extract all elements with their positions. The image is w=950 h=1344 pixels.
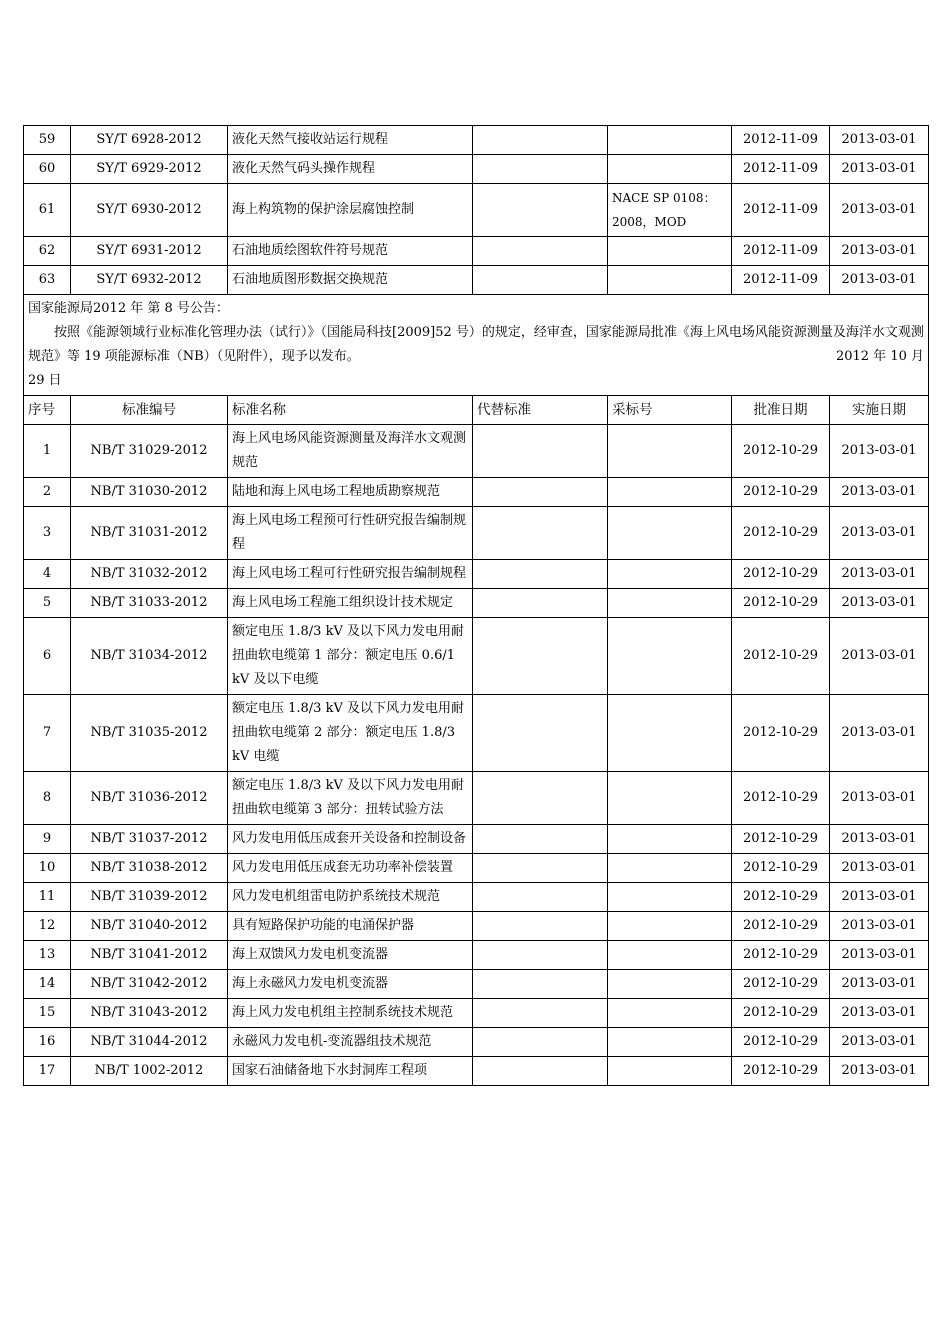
standard-name: 石油地质图形数据交换规范 [228, 266, 473, 295]
table-row [24, 695, 929, 772]
replaced-standard [473, 155, 608, 184]
standards-table [23, 125, 929, 1086]
adopted-standard [608, 772, 732, 825]
row-number: 17 [24, 1057, 71, 1086]
standard-name: 海上永磁风力发电机变流器 [228, 970, 473, 999]
effective-date: 2013-03-01 [830, 507, 929, 560]
replaced-standard [473, 126, 608, 155]
replaced-standard [473, 1028, 608, 1057]
approval-date: 2012-10-29 [732, 1028, 830, 1057]
replaced-standard [473, 184, 608, 237]
approval-date: 2012-11-09 [732, 266, 830, 295]
standard-name: 永磁风力发电机-变流器组技术规范 [228, 1028, 473, 1057]
standard-name: 风力发电机组雷电防护系统技术规范 [228, 883, 473, 912]
adopted-standard [608, 999, 732, 1028]
standard-name: 石油地质绘图软件符号规范 [228, 237, 473, 266]
table-row [24, 560, 929, 589]
adopted-standard: NACE SP 0108：2008，MOD [608, 184, 732, 237]
standard-code: NB/T 31043-2012 [71, 999, 228, 1028]
adopted-standard [608, 1028, 732, 1057]
effective-date: 2013-03-01 [830, 560, 929, 589]
row-number: 60 [24, 155, 71, 184]
table-row [24, 825, 929, 854]
adopted-standard [608, 237, 732, 266]
replaced-standard [473, 912, 608, 941]
header-no: 序号 [24, 396, 71, 425]
effective-date: 2013-03-01 [830, 589, 929, 618]
table-row [24, 184, 929, 237]
approval-date: 2012-10-29 [732, 560, 830, 589]
approval-date: 2012-10-29 [732, 507, 830, 560]
row-number: 1 [24, 425, 71, 478]
effective-date: 2013-03-01 [830, 184, 929, 237]
adopted-standard [608, 618, 732, 695]
table-row [24, 507, 929, 560]
standard-name: 具有短路保护功能的电涌保护器 [228, 912, 473, 941]
standard-name: 液化天然气接收站运行规程 [228, 126, 473, 155]
approval-date: 2012-10-29 [732, 825, 830, 854]
adopted-standard [608, 507, 732, 560]
standard-code: NB/T 31038-2012 [71, 854, 228, 883]
standard-code: NB/T 31039-2012 [71, 883, 228, 912]
approval-date: 2012-10-29 [732, 854, 830, 883]
replaced-standard [473, 825, 608, 854]
approval-date: 2012-11-09 [732, 126, 830, 155]
table-row [24, 854, 929, 883]
replaced-standard [473, 618, 608, 695]
effective-date: 2013-03-01 [830, 970, 929, 999]
adopted-standard [608, 970, 732, 999]
approval-date: 2012-10-29 [732, 941, 830, 970]
standard-name: 陆地和海上风电场工程地质勘察规范 [228, 478, 473, 507]
row-number: 9 [24, 825, 71, 854]
notice-body: 按照《能源领域行业标准化管理办法（试行）》（国能局科技[2009]52 号）的规定，经审查，国家能源局批准《海上风电场风能资源测量及海洋水文观测规范》等 19 项能源标准（NB）（见附件），现予以发布。 [28, 325, 924, 364]
table-row [24, 618, 929, 695]
standard-name: 额定电压 1.8/3 kV 及以下风力发电用耐扭曲软电缆第 3 部分：扭转试验方法 [228, 772, 473, 825]
row-number: 4 [24, 560, 71, 589]
table-row [24, 425, 929, 478]
standard-code: SY/T 6928-2012 [71, 126, 228, 155]
row-number: 61 [24, 184, 71, 237]
replaced-standard [473, 507, 608, 560]
standard-name: 风力发电用低压成套开关设备和控制设备 [228, 825, 473, 854]
adopted-standard [608, 560, 732, 589]
standard-name: 海上风力发电机组主控制系统技术规范 [228, 999, 473, 1028]
replaced-standard [473, 237, 608, 266]
adopted-standard [608, 695, 732, 772]
row-number: 7 [24, 695, 71, 772]
standard-name: 海上风电场工程施工组织设计技术规定 [228, 589, 473, 618]
row-number: 13 [24, 941, 71, 970]
effective-date: 2013-03-01 [830, 695, 929, 772]
standard-code: NB/T 31040-2012 [71, 912, 228, 941]
standard-name: 海上风电场风能资源测量及海洋水文观测规范 [228, 425, 473, 478]
standard-name: 液化天然气码头操作规程 [228, 155, 473, 184]
table-row [24, 999, 929, 1028]
effective-date: 2013-03-01 [830, 155, 929, 184]
replaced-standard [473, 772, 608, 825]
approval-date: 2012-10-29 [732, 970, 830, 999]
standard-code: SY/T 6931-2012 [71, 237, 228, 266]
table-row [24, 266, 929, 295]
row-number: 63 [24, 266, 71, 295]
table-row [24, 1028, 929, 1057]
approval-date: 2012-10-29 [732, 618, 830, 695]
standard-code: NB/T 31033-2012 [71, 589, 228, 618]
replaced-standard [473, 478, 608, 507]
effective-date: 2013-03-01 [830, 1028, 929, 1057]
effective-date: 2013-03-01 [830, 1057, 929, 1086]
standard-code: NB/T 1002-2012 [71, 1057, 228, 1086]
replaced-standard [473, 589, 608, 618]
table-row [24, 237, 929, 266]
standard-code: NB/T 31042-2012 [71, 970, 228, 999]
adopted-standard [608, 126, 732, 155]
table-row [24, 478, 929, 507]
replaced-standard [473, 883, 608, 912]
approval-date: 2012-11-09 [732, 184, 830, 237]
standard-name: 海上风电场工程可行性研究报告编制规程 [228, 560, 473, 589]
standard-code: SY/T 6929-2012 [71, 155, 228, 184]
adopted-standard [608, 1057, 732, 1086]
row-number: 3 [24, 507, 71, 560]
row-number: 11 [24, 883, 71, 912]
replaced-standard [473, 266, 608, 295]
approval-date: 2012-10-29 [732, 999, 830, 1028]
row-number: 14 [24, 970, 71, 999]
adopted-standard [608, 589, 732, 618]
adopted-standard [608, 155, 732, 184]
notice-row [24, 295, 929, 396]
adopted-standard [608, 478, 732, 507]
adopted-standard [608, 425, 732, 478]
effective-date: 2013-03-01 [830, 941, 929, 970]
effective-date: 2013-03-01 [830, 126, 929, 155]
standard-code: NB/T 31041-2012 [71, 941, 228, 970]
row-number: 10 [24, 854, 71, 883]
standard-code: NB/T 31044-2012 [71, 1028, 228, 1057]
effective-date: 2013-03-01 [830, 883, 929, 912]
replaced-standard [473, 941, 608, 970]
standard-name: 风力发电用低压成套无功功率补偿装置 [228, 854, 473, 883]
replaced-standard [473, 425, 608, 478]
replaced-standard [473, 854, 608, 883]
adopted-standard [608, 825, 732, 854]
adopted-standard [608, 854, 732, 883]
main-rows [24, 425, 929, 1086]
standard-code: NB/T 31037-2012 [71, 825, 228, 854]
table-row [24, 155, 929, 184]
header-replace: 代替标准 [473, 396, 608, 425]
standard-code: NB/T 31032-2012 [71, 560, 228, 589]
table-row [24, 772, 929, 825]
adopted-standard [608, 912, 732, 941]
replaced-standard [473, 695, 608, 772]
notice-date-part2: 29 日 [28, 373, 62, 388]
adopted-standard [608, 883, 732, 912]
row-number: 5 [24, 589, 71, 618]
replaced-standard [473, 560, 608, 589]
standard-name: 海上风电场工程预可行性研究报告编制规程 [228, 507, 473, 560]
effective-date: 2013-03-01 [830, 237, 929, 266]
header-row [24, 396, 929, 425]
approval-date: 2012-10-29 [732, 589, 830, 618]
row-number: 6 [24, 618, 71, 695]
effective-date: 2013-03-01 [830, 772, 929, 825]
effective-date: 2013-03-01 [830, 266, 929, 295]
table-row [24, 912, 929, 941]
approval-date: 2012-10-29 [732, 425, 830, 478]
notice-title: 国家能源局2012 年 第 8 号公告： [28, 301, 229, 316]
effective-date: 2013-03-01 [830, 825, 929, 854]
table-row [24, 883, 929, 912]
standard-name: 海上构筑物的保护涂层腐蚀控制 [228, 184, 473, 237]
approval-date: 2012-10-29 [732, 772, 830, 825]
row-number: 2 [24, 478, 71, 507]
header-code: 标准编号 [71, 396, 228, 425]
adopted-standard [608, 266, 732, 295]
header-name: 标准名称 [228, 396, 473, 425]
table-row [24, 589, 929, 618]
notice-paragraph [28, 321, 924, 369]
approval-date: 2012-11-09 [732, 155, 830, 184]
header-approve: 批准日期 [732, 396, 830, 425]
notice-date-part1: 2012 年 10 月 [835, 349, 924, 364]
row-number: 12 [24, 912, 71, 941]
replaced-standard [473, 999, 608, 1028]
effective-date: 2013-03-01 [830, 425, 929, 478]
effective-date: 2013-03-01 [830, 478, 929, 507]
top-rows [24, 126, 929, 295]
standard-name: 国家石油储备地下水封洞库工程项 [228, 1057, 473, 1086]
effective-date: 2013-03-01 [830, 618, 929, 695]
row-number: 15 [24, 999, 71, 1028]
adopted-standard [608, 941, 732, 970]
standard-name: 额定电压 1.8/3 kV 及以下风力发电用耐扭曲软电缆第 1 部分：额定电压 0.6/1 kV 及以下电缆 [228, 618, 473, 695]
replaced-standard [473, 1057, 608, 1086]
table-row [24, 970, 929, 999]
standard-code: NB/T 31031-2012 [71, 507, 228, 560]
notice-cell [24, 295, 929, 396]
approval-date: 2012-10-29 [732, 883, 830, 912]
approval-date: 2012-10-29 [732, 695, 830, 772]
standard-code: NB/T 31029-2012 [71, 425, 228, 478]
effective-date: 2013-03-01 [830, 912, 929, 941]
replaced-standard [473, 970, 608, 999]
effective-date: 2013-03-01 [830, 854, 929, 883]
table-row [24, 1057, 929, 1086]
header-effective: 实施日期 [830, 396, 929, 425]
approval-date: 2012-10-29 [732, 478, 830, 507]
approval-date: 2012-11-09 [732, 237, 830, 266]
row-number: 8 [24, 772, 71, 825]
table-row [24, 126, 929, 155]
standard-code: SY/T 6930-2012 [71, 184, 228, 237]
document-page [23, 125, 928, 1086]
standard-code: SY/T 6932-2012 [71, 266, 228, 295]
effective-date: 2013-03-01 [830, 999, 929, 1028]
standard-code: NB/T 31034-2012 [71, 618, 228, 695]
row-number: 62 [24, 237, 71, 266]
row-number: 16 [24, 1028, 71, 1057]
header-adopt: 采标号 [608, 396, 732, 425]
approval-date: 2012-10-29 [732, 1057, 830, 1086]
standard-code: NB/T 31030-2012 [71, 478, 228, 507]
standard-name: 海上双馈风力发电机变流器 [228, 941, 473, 970]
row-number: 59 [24, 126, 71, 155]
standard-code: NB/T 31035-2012 [71, 695, 228, 772]
table-row [24, 941, 929, 970]
approval-date: 2012-10-29 [732, 912, 830, 941]
standard-code: NB/T 31036-2012 [71, 772, 228, 825]
standard-name: 额定电压 1.8/3 kV 及以下风力发电用耐扭曲软电缆第 2 部分：额定电压 1.8/3 kV 电缆 [228, 695, 473, 772]
